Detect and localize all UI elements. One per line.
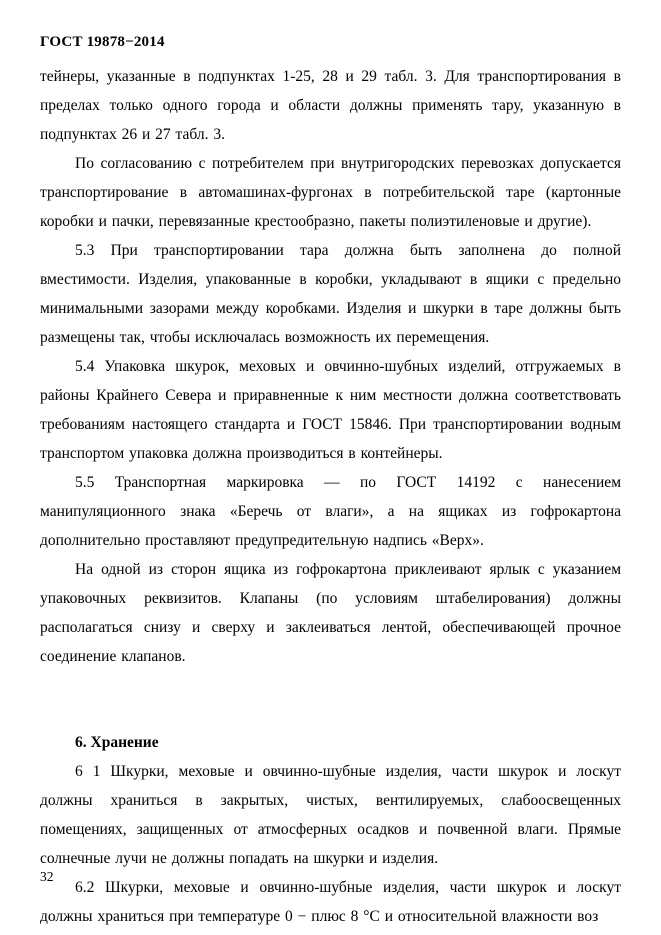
paragraph-clause-6-1: 6 1 Шкурки, меховые и овчинно-шубные изделия, части шкурок и лоскут должны храниться в закрытых, чистых, вентилируемых, слабоосвещенных помещениях, защищенных от атмосферных осадков и почвенной влаги. Прямые солнечные лучи не должны попадать на шкурки и изделия. bbox=[40, 763, 621, 867]
paragraph-clause-5-3: 5.3 При транспортировании тара должна быть заполнена до полной вместимости. Изделия, упакованные в коробки, укладывают в ящики с предельно минимальными зазорами между коробками. Изделия и шкурки в таре должны быть размещены так, чтобы исключалась возможность их перемещения. bbox=[40, 242, 621, 346]
paragraph-clause-6-2: 6.2 Шкурки, меховые и овчинно-шубные изделия, части шкурок и лоскут должны храниться при температуре 0 − плюс 8 °С и относительной влажности воз bbox=[40, 879, 621, 925]
paragraph-clause-5-4: 5.4 Упаковка шкурок, меховых и овчинно-шубных изделий, отгружаемых в районы Крайнего Севера и приравненные к ним местности должна соответствовать требованиям настоящего стандарта и ГОСТ 15846. При транспортировании водным транспортом упаковка должна производиться в контейнеры. bbox=[40, 358, 621, 462]
paragraph-clause-5-5: 5.5 Транспортная маркировка — по ГОСТ 14192 с нанесением манипуляционного знака «Беречь от влаги», а на ящиках из гофрокартона дополнительно проставляют предупредительную надпись «Верх». bbox=[40, 474, 621, 549]
paragraph: По согласованию с потребителем при внутригородских перевозках допускается транспортирование в автомашинах-фургонах в потребительской таре (картонные коробки и пачки, перевязанные крестообразно, пакеты полиэтиленовые и другие). bbox=[40, 155, 621, 230]
paragraph: На одной из сторон ящика из гофрокартона приклеивают ярлык с указанием упаковочных реквизитов. Клапаны (по условиям штабелирования) должны располагаться снизу и сверху и заклеиваться лентой, обеспечивающей прочное соединение клапанов. bbox=[40, 561, 621, 665]
paragraph-continuation: тейнеры, указанные в подпунктах 1-25, 28 и 29 табл. 3. Для транспортирования в пределах только одного города и области должны применять тару, указанную в подпунктах 26 и 27 табл. 3. bbox=[40, 68, 621, 143]
section-heading: 6. Хранение bbox=[75, 734, 159, 751]
document-header: ГОСТ 19878−2014 bbox=[40, 34, 165, 50]
page-number: 32 bbox=[40, 868, 54, 884]
document-body bbox=[40, 62, 621, 931]
